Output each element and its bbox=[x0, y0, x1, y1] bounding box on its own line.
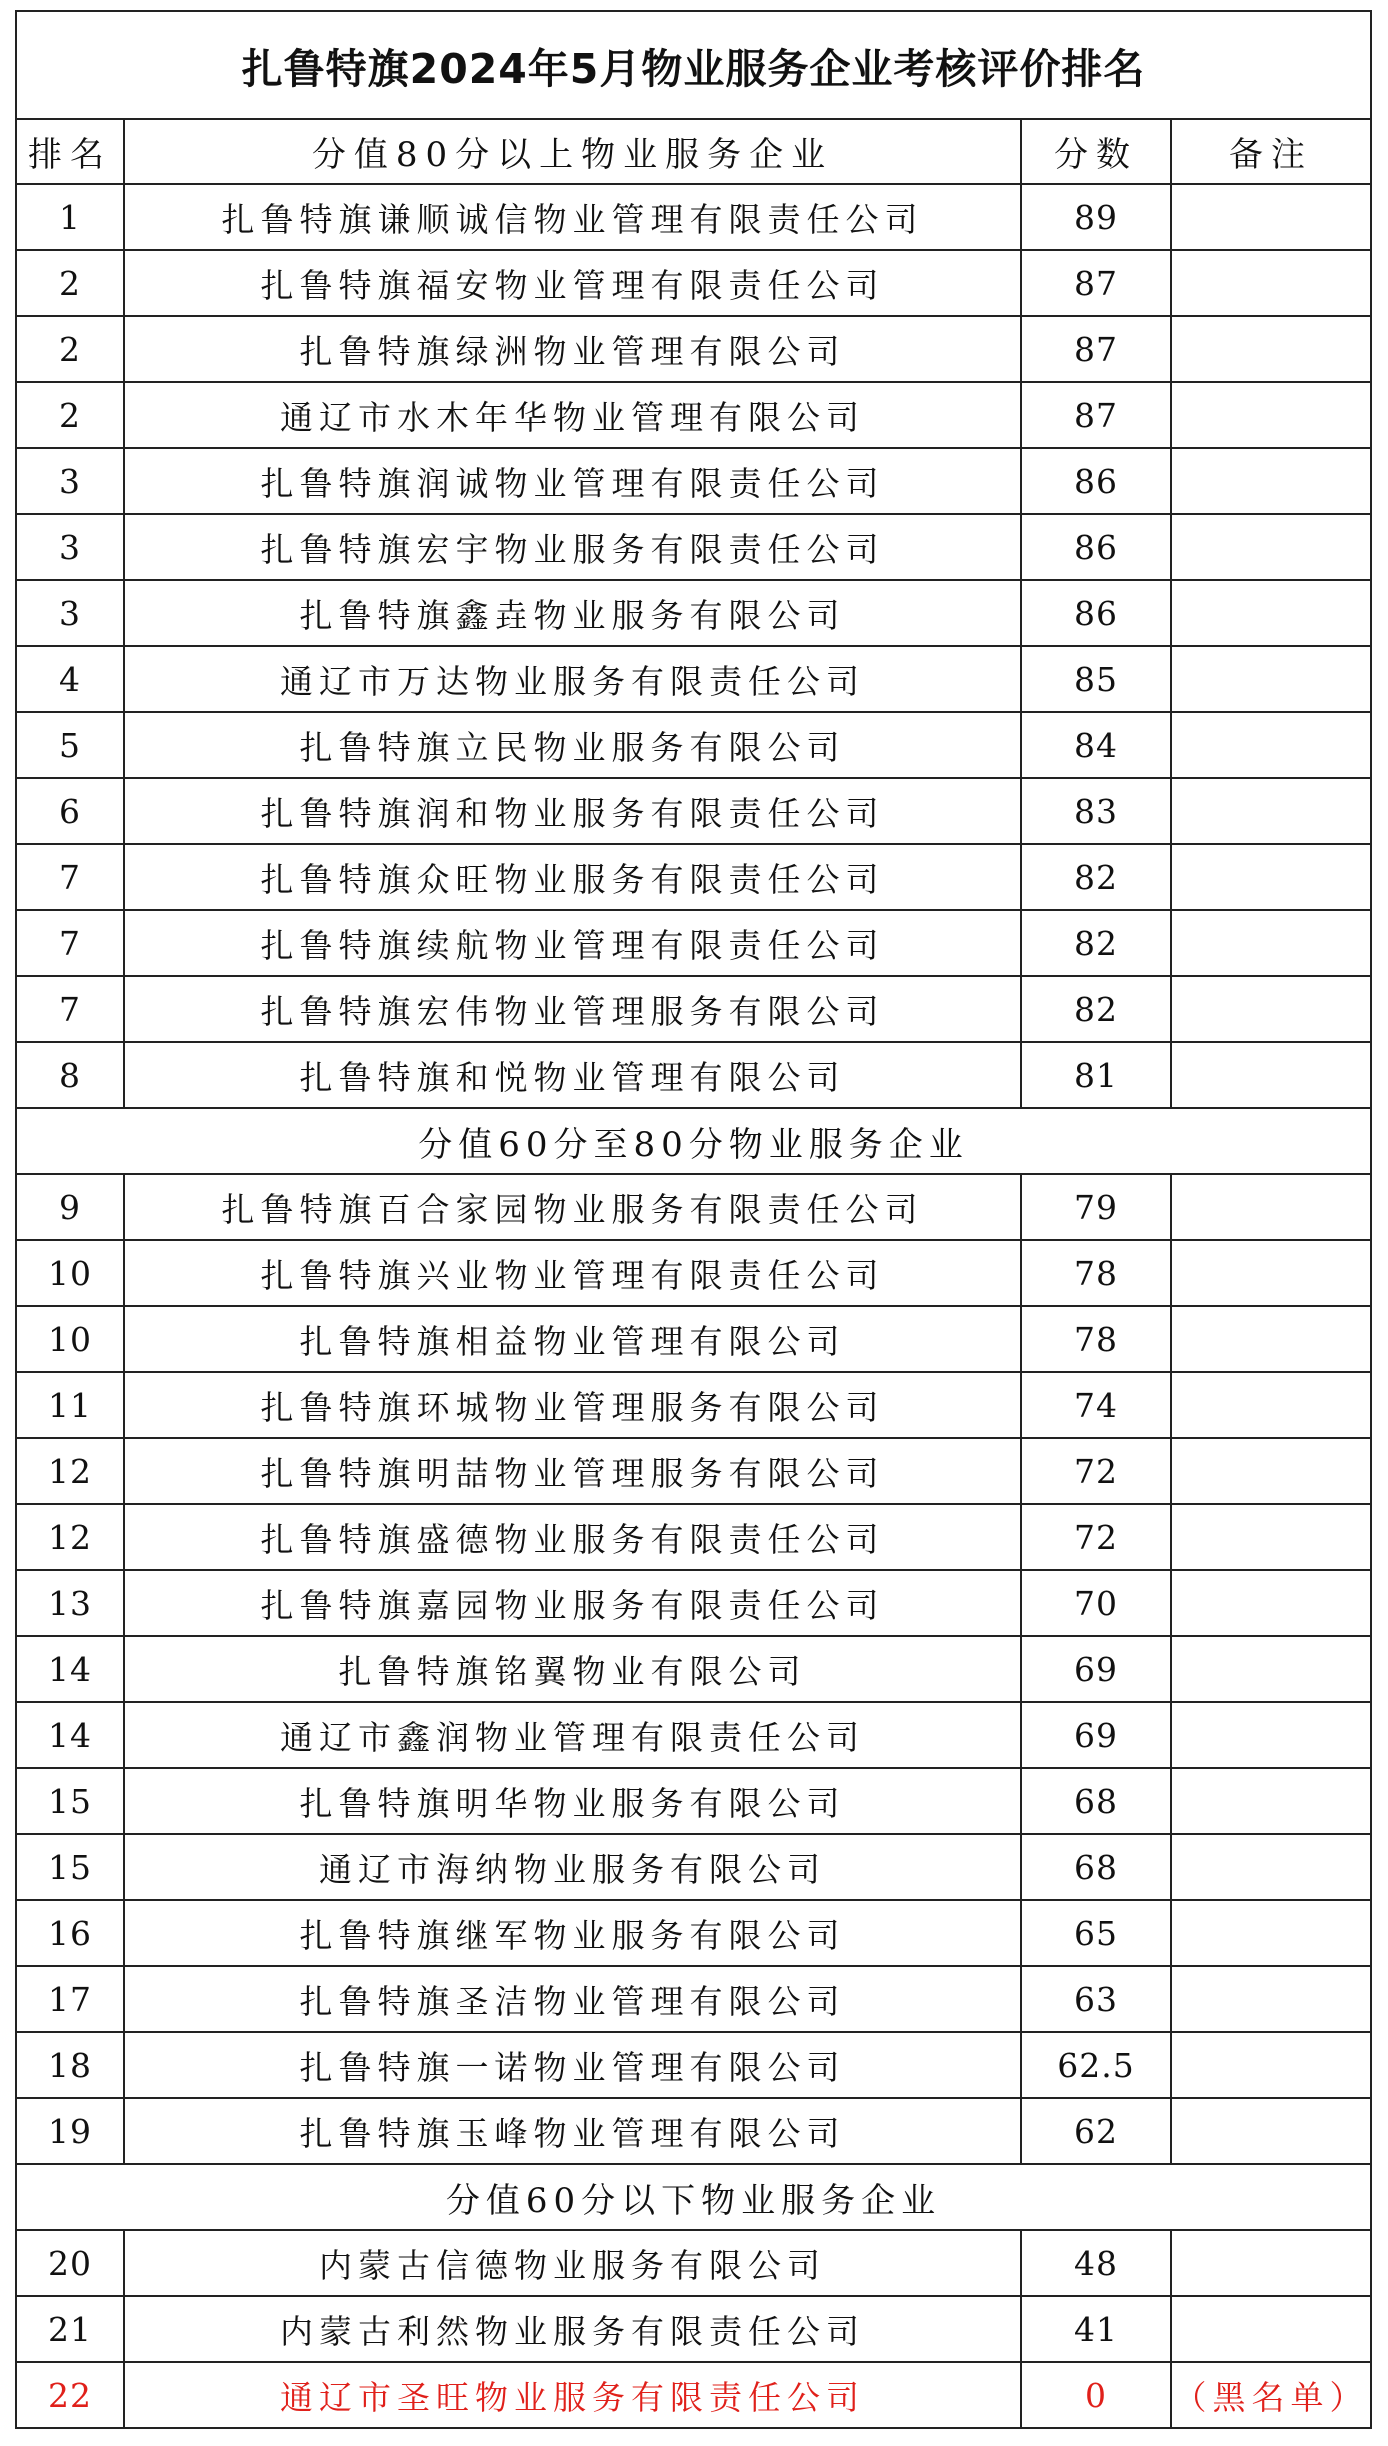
rank-cell: 6 bbox=[16, 778, 124, 844]
note-cell bbox=[1171, 184, 1371, 250]
section-header-row bbox=[16, 1108, 1371, 1174]
table-row bbox=[16, 514, 1371, 580]
score-cell: 78 bbox=[1021, 1306, 1171, 1372]
company-cell: 通辽市万达物业服务有限责任公司 bbox=[124, 646, 1021, 712]
table-row bbox=[16, 976, 1371, 1042]
company-cell: 扎鲁特旗绿洲物业管理有限公司 bbox=[124, 316, 1021, 382]
rank-cell: 21 bbox=[16, 2296, 124, 2362]
rank-cell: 10 bbox=[16, 1306, 124, 1372]
note-cell bbox=[1171, 250, 1371, 316]
score-cell: 89 bbox=[1021, 184, 1171, 250]
table-row bbox=[16, 910, 1371, 976]
note-cell bbox=[1171, 1900, 1371, 1966]
company-cell: 扎鲁特旗润和物业服务有限责任公司 bbox=[124, 778, 1021, 844]
score-cell: 0 bbox=[1021, 2362, 1171, 2428]
company-cell: 通辽市圣旺物业服务有限责任公司 bbox=[124, 2362, 1021, 2428]
table-row bbox=[16, 1504, 1371, 1570]
note-cell bbox=[1171, 2230, 1371, 2296]
title-row bbox=[16, 11, 1371, 119]
table-row bbox=[16, 250, 1371, 316]
rank-cell: 11 bbox=[16, 1372, 124, 1438]
header-company: 分值80分以上物业服务企业 bbox=[124, 119, 1021, 184]
rank-cell: 7 bbox=[16, 910, 124, 976]
note-cell bbox=[1171, 1306, 1371, 1372]
table-row bbox=[16, 580, 1371, 646]
table-row bbox=[16, 2296, 1371, 2362]
rank-cell: 9 bbox=[16, 1174, 124, 1240]
score-cell: 72 bbox=[1021, 1504, 1171, 1570]
company-cell: 扎鲁特旗一诺物业管理有限公司 bbox=[124, 2032, 1021, 2098]
rank-cell: 14 bbox=[16, 1636, 124, 1702]
note-cell bbox=[1171, 1240, 1371, 1306]
rank-cell: 16 bbox=[16, 1900, 124, 1966]
score-cell: 63 bbox=[1021, 1966, 1171, 2032]
score-cell: 48 bbox=[1021, 2230, 1171, 2296]
table-row bbox=[16, 646, 1371, 712]
company-cell: 扎鲁特旗润诚物业管理有限责任公司 bbox=[124, 448, 1021, 514]
note-cell bbox=[1171, 844, 1371, 910]
rank-cell: 13 bbox=[16, 1570, 124, 1636]
score-cell: 82 bbox=[1021, 976, 1171, 1042]
company-cell: 内蒙古利然物业服务有限责任公司 bbox=[124, 2296, 1021, 2362]
table-row bbox=[16, 1372, 1371, 1438]
section-label: 分值60分以下物业服务企业 bbox=[16, 2164, 1371, 2230]
company-cell: 扎鲁特旗宏宇物业服务有限责任公司 bbox=[124, 514, 1021, 580]
note-cell: （黑名单） bbox=[1171, 2362, 1371, 2428]
note-cell bbox=[1171, 1174, 1371, 1240]
note-cell bbox=[1171, 1570, 1371, 1636]
note-cell bbox=[1171, 1702, 1371, 1768]
table-row bbox=[16, 1306, 1371, 1372]
score-cell: 82 bbox=[1021, 844, 1171, 910]
rank-cell: 22 bbox=[16, 2362, 124, 2428]
note-cell bbox=[1171, 976, 1371, 1042]
rank-cell: 2 bbox=[16, 316, 124, 382]
company-cell: 扎鲁特旗宏伟物业管理服务有限公司 bbox=[124, 976, 1021, 1042]
section-label: 分值60分至80分物业服务企业 bbox=[16, 1108, 1371, 1174]
ranking-sheet bbox=[15, 10, 1370, 2429]
table-row bbox=[16, 778, 1371, 844]
note-cell bbox=[1171, 2098, 1371, 2164]
score-cell: 87 bbox=[1021, 382, 1171, 448]
note-cell bbox=[1171, 514, 1371, 580]
score-cell: 74 bbox=[1021, 1372, 1171, 1438]
table-row bbox=[16, 844, 1371, 910]
score-cell: 62 bbox=[1021, 2098, 1171, 2164]
note-cell bbox=[1171, 1372, 1371, 1438]
header-row bbox=[16, 119, 1371, 184]
company-cell: 扎鲁特旗福安物业管理有限责任公司 bbox=[124, 250, 1021, 316]
company-cell: 扎鲁特旗铭翼物业有限公司 bbox=[124, 1636, 1021, 1702]
company-cell: 扎鲁特旗兴业物业管理有限责任公司 bbox=[124, 1240, 1021, 1306]
table-row bbox=[16, 1768, 1371, 1834]
note-cell bbox=[1171, 1834, 1371, 1900]
score-cell: 69 bbox=[1021, 1636, 1171, 1702]
company-cell: 扎鲁特旗明华物业服务有限公司 bbox=[124, 1768, 1021, 1834]
company-cell: 扎鲁特旗盛德物业服务有限责任公司 bbox=[124, 1504, 1021, 1570]
company-cell: 扎鲁特旗谦顺诚信物业管理有限责任公司 bbox=[124, 184, 1021, 250]
rank-cell: 19 bbox=[16, 2098, 124, 2164]
company-cell: 扎鲁特旗嘉园物业服务有限责任公司 bbox=[124, 1570, 1021, 1636]
table-row bbox=[16, 448, 1371, 514]
score-cell: 65 bbox=[1021, 1900, 1171, 1966]
score-cell: 86 bbox=[1021, 580, 1171, 646]
score-cell: 79 bbox=[1021, 1174, 1171, 1240]
score-cell: 87 bbox=[1021, 316, 1171, 382]
table-row bbox=[16, 1636, 1371, 1702]
header-note: 备注 bbox=[1171, 119, 1371, 184]
score-cell: 86 bbox=[1021, 514, 1171, 580]
company-cell: 扎鲁特旗续航物业管理有限责任公司 bbox=[124, 910, 1021, 976]
rank-cell: 12 bbox=[16, 1438, 124, 1504]
company-cell: 扎鲁特旗和悦物业管理有限公司 bbox=[124, 1042, 1021, 1108]
note-cell bbox=[1171, 1768, 1371, 1834]
score-cell: 84 bbox=[1021, 712, 1171, 778]
header-score: 分数 bbox=[1021, 119, 1171, 184]
rank-cell: 7 bbox=[16, 844, 124, 910]
score-cell: 86 bbox=[1021, 448, 1171, 514]
table-row bbox=[16, 316, 1371, 382]
score-cell: 82 bbox=[1021, 910, 1171, 976]
note-cell bbox=[1171, 316, 1371, 382]
rank-cell: 10 bbox=[16, 1240, 124, 1306]
company-cell: 扎鲁特旗众旺物业服务有限责任公司 bbox=[124, 844, 1021, 910]
rank-cell: 3 bbox=[16, 514, 124, 580]
rank-cell: 12 bbox=[16, 1504, 124, 1570]
table-row bbox=[16, 1174, 1371, 1240]
rank-cell: 7 bbox=[16, 976, 124, 1042]
rank-cell: 1 bbox=[16, 184, 124, 250]
table-row bbox=[16, 2098, 1371, 2164]
note-cell bbox=[1171, 2296, 1371, 2362]
rank-cell: 17 bbox=[16, 1966, 124, 2032]
rank-cell: 20 bbox=[16, 2230, 124, 2296]
note-cell bbox=[1171, 1636, 1371, 1702]
note-cell bbox=[1171, 448, 1371, 514]
score-cell: 68 bbox=[1021, 1768, 1171, 1834]
company-cell: 扎鲁特旗玉峰物业管理有限公司 bbox=[124, 2098, 1021, 2164]
table-row bbox=[16, 2230, 1371, 2296]
score-cell: 87 bbox=[1021, 250, 1171, 316]
table-row bbox=[16, 1702, 1371, 1768]
rank-cell: 2 bbox=[16, 382, 124, 448]
company-cell: 扎鲁特旗继军物业服务有限公司 bbox=[124, 1900, 1021, 1966]
company-cell: 扎鲁特旗明喆物业管理服务有限公司 bbox=[124, 1438, 1021, 1504]
company-cell: 扎鲁特旗相益物业管理有限公司 bbox=[124, 1306, 1021, 1372]
table-row bbox=[16, 1900, 1371, 1966]
header-rank: 排名 bbox=[16, 119, 124, 184]
note-cell bbox=[1171, 2032, 1371, 2098]
table-row bbox=[16, 382, 1371, 448]
table-row bbox=[16, 1570, 1371, 1636]
score-cell: 81 bbox=[1021, 1042, 1171, 1108]
rank-cell: 3 bbox=[16, 448, 124, 514]
rank-cell: 8 bbox=[16, 1042, 124, 1108]
rank-cell: 15 bbox=[16, 1768, 124, 1834]
note-cell bbox=[1171, 382, 1371, 448]
table-row bbox=[16, 2032, 1371, 2098]
note-cell bbox=[1171, 1966, 1371, 2032]
score-cell: 72 bbox=[1021, 1438, 1171, 1504]
score-cell: 62.5 bbox=[1021, 2032, 1171, 2098]
rank-cell: 3 bbox=[16, 580, 124, 646]
rank-cell: 4 bbox=[16, 646, 124, 712]
score-cell: 78 bbox=[1021, 1240, 1171, 1306]
company-cell: 通辽市鑫润物业管理有限责任公司 bbox=[124, 1702, 1021, 1768]
rank-cell: 5 bbox=[16, 712, 124, 778]
table-row bbox=[16, 1834, 1371, 1900]
note-cell bbox=[1171, 1042, 1371, 1108]
page-title: 扎鲁特旗2024年5月物业服务企业考核评价排名 bbox=[16, 11, 1371, 119]
ranking-table bbox=[15, 10, 1372, 2429]
table-row bbox=[16, 1042, 1371, 1108]
rank-cell: 15 bbox=[16, 1834, 124, 1900]
company-cell: 扎鲁特旗圣洁物业管理有限公司 bbox=[124, 1966, 1021, 2032]
table-row bbox=[16, 2362, 1371, 2428]
company-cell: 通辽市海纳物业服务有限公司 bbox=[124, 1834, 1021, 1900]
company-cell: 扎鲁特旗鑫垚物业服务有限公司 bbox=[124, 580, 1021, 646]
note-cell bbox=[1171, 646, 1371, 712]
note-cell bbox=[1171, 1504, 1371, 1570]
company-cell: 通辽市水木年华物业管理有限公司 bbox=[124, 382, 1021, 448]
score-cell: 83 bbox=[1021, 778, 1171, 844]
note-cell bbox=[1171, 1438, 1371, 1504]
rank-cell: 14 bbox=[16, 1702, 124, 1768]
section-header-row bbox=[16, 2164, 1371, 2230]
note-cell bbox=[1171, 580, 1371, 646]
note-cell bbox=[1171, 712, 1371, 778]
table-row bbox=[16, 1438, 1371, 1504]
table-row bbox=[16, 1240, 1371, 1306]
score-cell: 85 bbox=[1021, 646, 1171, 712]
score-cell: 41 bbox=[1021, 2296, 1171, 2362]
note-cell bbox=[1171, 778, 1371, 844]
company-cell: 扎鲁特旗立民物业服务有限公司 bbox=[124, 712, 1021, 778]
score-cell: 70 bbox=[1021, 1570, 1171, 1636]
rank-cell: 18 bbox=[16, 2032, 124, 2098]
note-cell bbox=[1171, 910, 1371, 976]
company-cell: 扎鲁特旗环城物业管理服务有限公司 bbox=[124, 1372, 1021, 1438]
rank-cell: 2 bbox=[16, 250, 124, 316]
score-cell: 68 bbox=[1021, 1834, 1171, 1900]
table-row bbox=[16, 1966, 1371, 2032]
score-cell: 69 bbox=[1021, 1702, 1171, 1768]
table-row bbox=[16, 712, 1371, 778]
company-cell: 内蒙古信德物业服务有限公司 bbox=[124, 2230, 1021, 2296]
table-row bbox=[16, 184, 1371, 250]
company-cell: 扎鲁特旗百合家园物业服务有限责任公司 bbox=[124, 1174, 1021, 1240]
